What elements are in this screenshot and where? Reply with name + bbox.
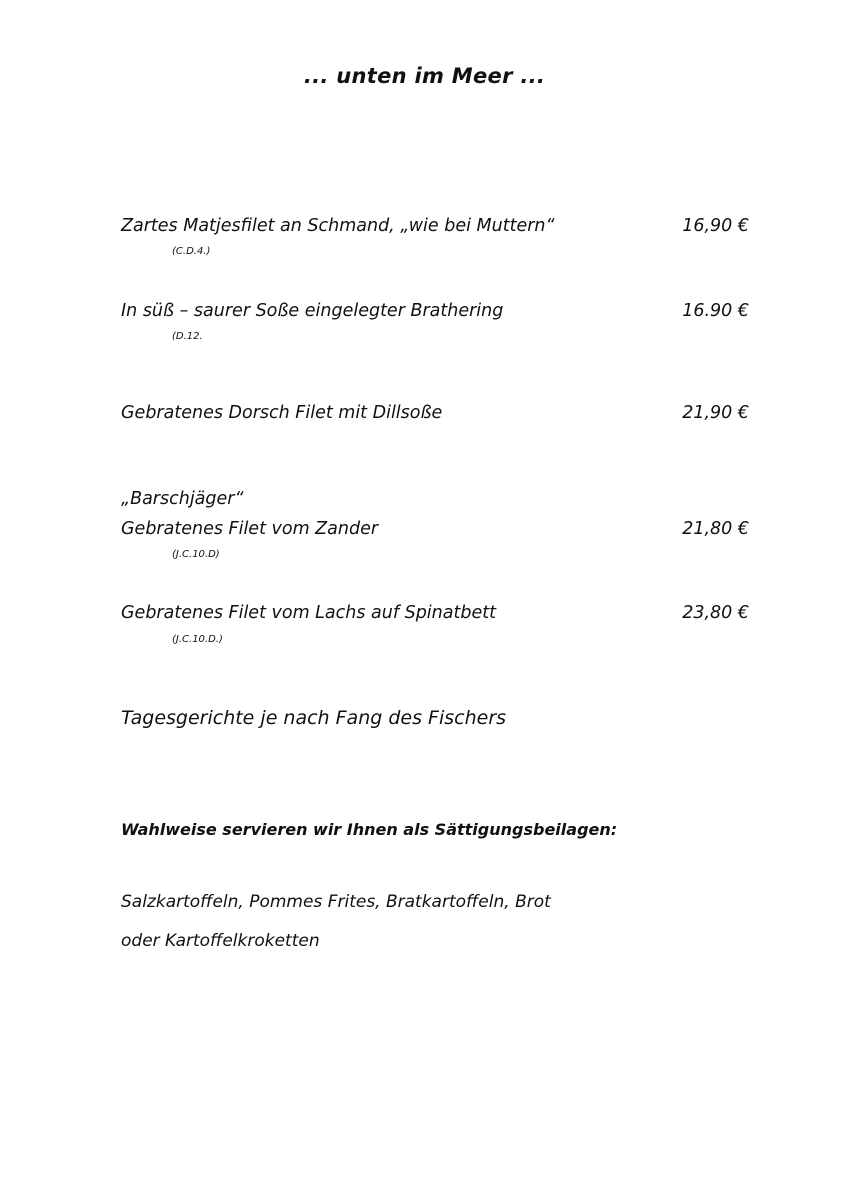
allergen-code: (C.D.4.) [172,246,211,257]
dish-price: 23,80 € [682,603,749,623]
page-title: ... unten im Meer ... [303,64,546,88]
allergen-code: (D.12. [172,331,203,342]
allergen-code: (J.C.10.D) [172,549,220,560]
dish-name: Gebratenes Dorsch Filet mit Dillsoße [121,403,443,423]
side-dishes-heading: Wahlweise servieren wir Ihnen als Sättigungsbeilagen: [121,820,618,839]
dish-price: 16.90 € [682,301,749,321]
side-dishes-line: Salzkartoffeln, Pommes Frites, Bratkartoffeln, Brot [121,892,551,912]
dish-name: Gebratenes Filet vom Zander [121,519,379,539]
dish-price: 21,80 € [682,519,749,539]
dish-name: In süß – saurer Soße eingelegter Brathering [121,301,504,321]
dish-name: Gebratenes Filet vom Lachs auf Spinatbett [121,603,496,623]
allergen-code: (J.C.10.D.) [172,634,223,645]
dish-price: 21,90 € [682,403,749,423]
daily-catch-note: Tagesgerichte je nach Fang des Fischers [121,707,507,729]
side-dishes-line: oder Kartoffelkroketten [121,931,320,951]
dish-subtitle: „Barschjäger“ [121,489,244,509]
dish-name: Zartes Matjesfilet an Schmand, „wie bei Muttern“ [121,216,555,236]
dish-price: 16,90 € [682,216,749,236]
